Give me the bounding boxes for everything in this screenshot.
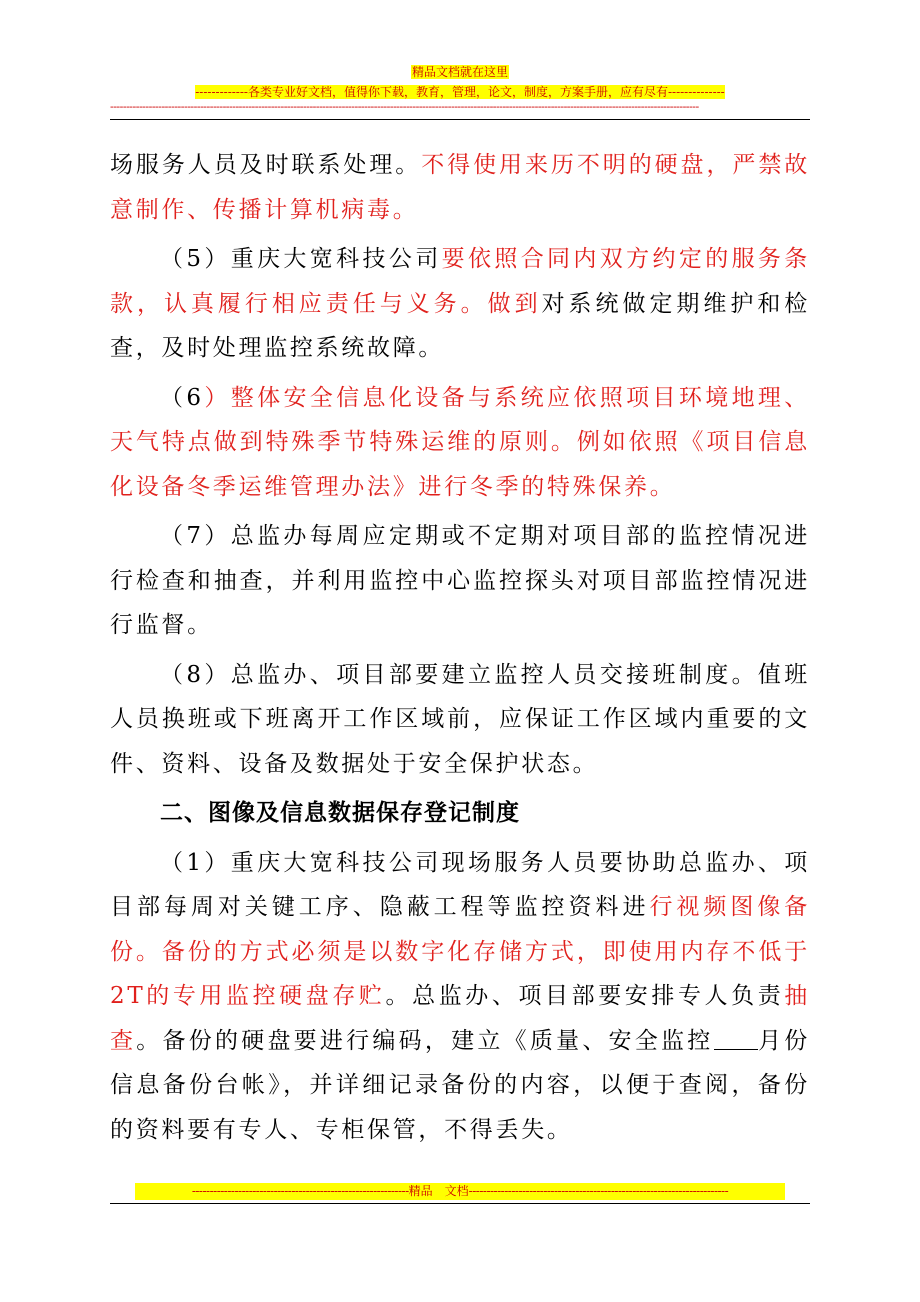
text-run: （5）重庆大宽科技公司 (160, 246, 442, 272)
header-tagline: -------------各类专业好文档，值得你下载，教育，管理，论文，制度，方案手册，应有尽有-------------- (195, 85, 725, 99)
paragraph-item-7: （7）总监办每周应定期或不定期对项目部的监控情况进行检查和抽查，并利用监控中心监控探头对项目部监控情况进行监督。 (110, 523, 810, 638)
header-title: 精品文档就在这里 (411, 65, 508, 79)
text-run: （6 (160, 384, 204, 411)
document-body (110, 143, 810, 1152)
paragraph-continued (110, 143, 810, 232)
text-run: 对系统做定期维护和检查，及时处理监控系统故障。 (110, 290, 811, 361)
footer-dashes-right: ------------------------------------------------------------------------- (468, 1184, 729, 1198)
highlight-text: 不得使用来历不明的硬盘，严禁故意制作、传播计算机病毒。 (110, 152, 810, 223)
footer-dashes-left: ------------------------------------------------------------- (191, 1184, 409, 1198)
paragraph-item-5 (110, 237, 810, 371)
text-run: 。备份的硬盘要进行编码，建立《质量、安全监控 (136, 1027, 714, 1054)
section-heading: 二、图像及信息数据保存登记制度 (160, 800, 520, 826)
highlight-text: 行视频图像备份。备份的方式必须是以数字化存储方式，即使用内存不低于2T的专用监控硬盘存贮 (110, 894, 810, 1009)
footer-label: 精品 文档 (408, 1184, 469, 1198)
footer-banner (135, 1183, 785, 1200)
paragraph-item-8: （8）总监办、项目部要建立监控人员交接班制度。值班人员换班或下班离开工作区域前，应保证工作区域内重要的文件、资料、设备及数据处于安全保护状态。 (110, 661, 810, 777)
text-run: 。总监办、项目部要安排专人负责 (385, 983, 785, 1009)
paragraph-section2-item-1 (110, 841, 810, 1153)
header-dash-line: --------------------------------------------------------------------------------------------------------------------------------------------------------------------------------------- (110, 100, 699, 113)
footer-rule (110, 1203, 810, 1204)
highlight-text: 要依照合同内双方约定的服务条款，认真履行相应责任与义务。做到 (110, 246, 810, 317)
fill-in-blank (714, 1027, 758, 1050)
header-rule (110, 119, 810, 120)
highlight-text: ）整体安全信息化设备与系统应依照项目环境地理、天气特点做到特殊季节特殊运维的原则。例如依照《项目信息化设备冬季运维管理办法》进行冬季的特殊保养。 (110, 384, 810, 500)
highlight-text: 抽查 (110, 983, 810, 1054)
text-run: 月份信息备份台帐》，并详细记录备份的内容，以便于查阅，备份的资料要有专人、专柜保管，不得丢失。 (110, 1027, 811, 1143)
text-run: （1）重庆大宽科技公司现场服务人员要协助总监办、项目部每周对关键工序、隐蔽工程等监控资料进 (110, 849, 810, 920)
paragraph-item-6 (110, 376, 810, 510)
text-run: 场服务人员及时联系处理。 (110, 152, 422, 178)
